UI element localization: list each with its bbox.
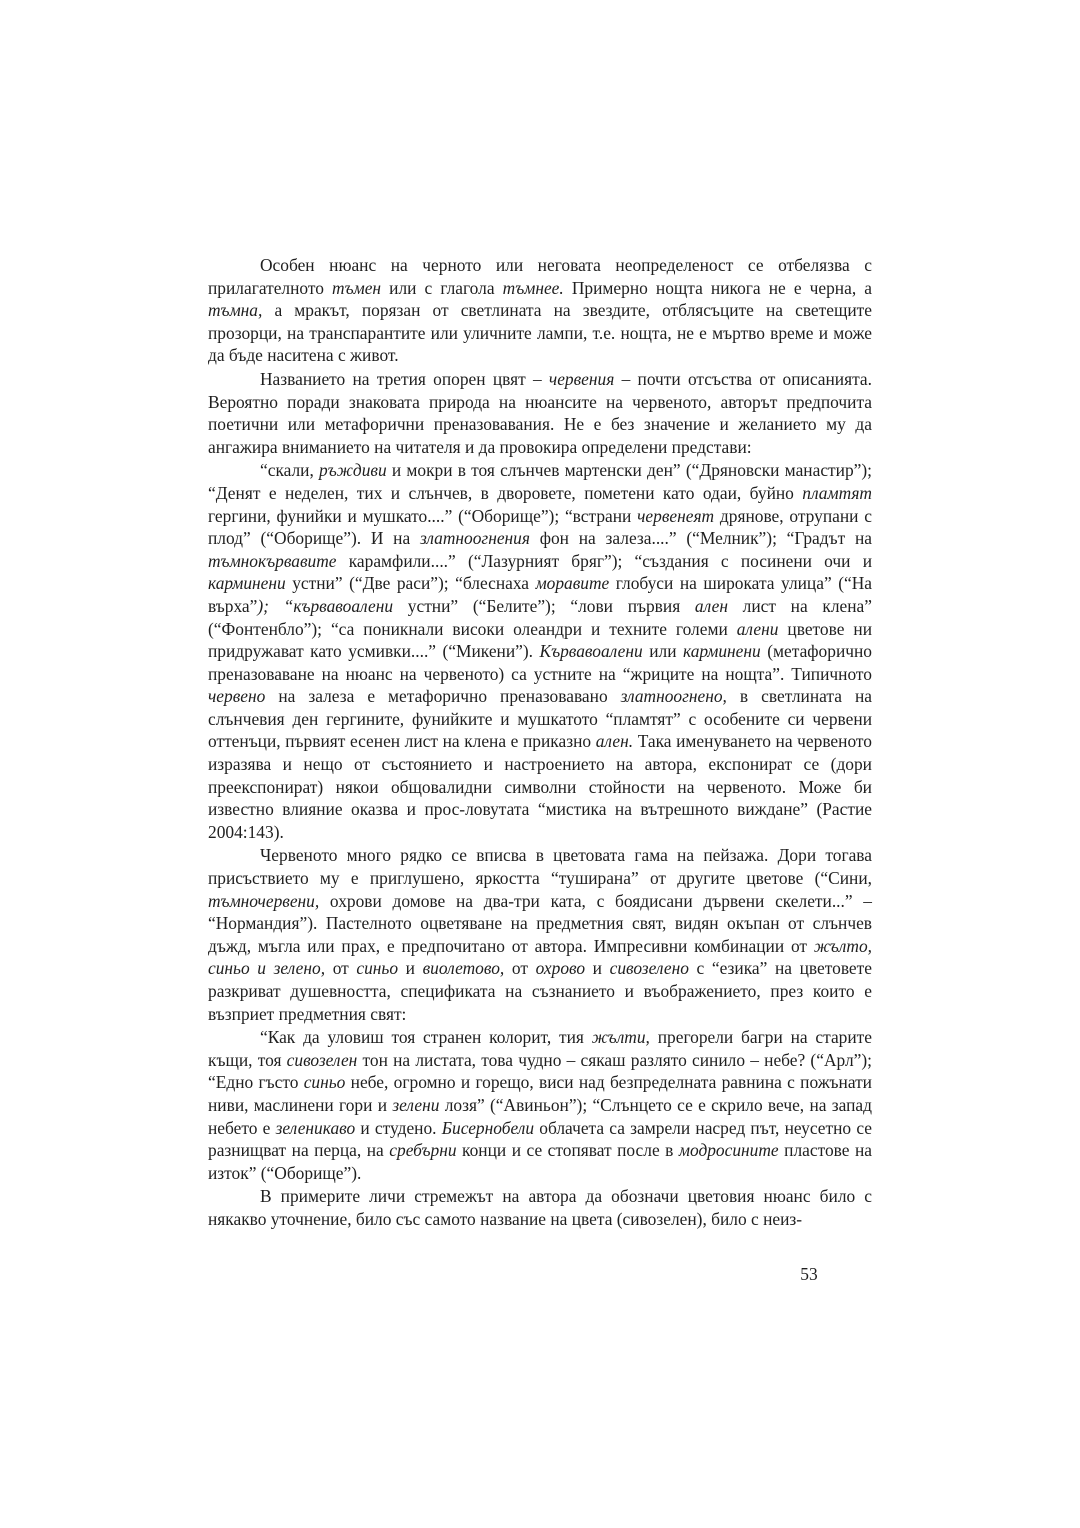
text-run: от xyxy=(504,958,536,979)
text-run: карамфили....” (“Лазурният бряг”); “създания с посинени очи и xyxy=(336,550,872,571)
text-run: цветове ни придружават като усмивки....” (“Микени”). xyxy=(208,618,873,662)
italic-run: модросините xyxy=(678,1140,779,1161)
text-run: и студено. xyxy=(355,1117,442,1138)
body-text xyxy=(208,254,872,1232)
paragraph xyxy=(208,368,872,458)
italic-run: моравите xyxy=(535,573,610,594)
text-run: Така именуването на червеното изразява и нещо от състоянието и настроението на автора, експонират се (дори преекспонират) някои общовалидни символни стойности на червеното. Може би известно влияние оказва и прос-ловутата “мистика на вътрешното виждане” (Растие 2004:143). xyxy=(208,731,872,842)
text-run: с “езика” на цветовете разкриват душевността, спецификата на съзнанието и въображението, през които е възприет предметния свят: xyxy=(208,958,872,1024)
italic-run: виолетово, xyxy=(422,958,505,979)
text-run: в светлината на слънчевия ден гергините, фунийките и мушкатото “пламтят” с особените си червени оттенъци, първият есенен лист на клена е приказно xyxy=(208,686,872,752)
italic-run: зеленикаво xyxy=(275,1117,356,1138)
text-run: (метафорично преназоваване на нюанс на червеното) са устните на “жриците на нощта”. Типичното xyxy=(208,641,873,684)
text-run: Особен нюанс на черното или неговата неопределеност се отбелязва с прилагателното xyxy=(208,255,872,298)
italic-run: сивозелен xyxy=(286,1049,358,1070)
text-run: дрянове, отрупани с плод” (“Оборище”). И на xyxy=(208,505,872,549)
text-run: глобуси на широката улица” (“На върха” xyxy=(208,573,872,616)
text-run: или с глагола xyxy=(381,277,503,298)
text-run: а мракът, порязан от светлината на звездите, отблясъците на светещите прозорци, на транспарантите или уличните лампи, т.е. нощта, не е мъртво време и може да бъде наситена с живот. xyxy=(208,300,872,366)
text-run: “скали, xyxy=(260,460,320,481)
italic-run: тъмен xyxy=(332,277,382,298)
paragraph xyxy=(208,459,872,843)
paragraph xyxy=(208,844,872,1025)
text-run: и мокри в тоя слънчев мартенски ден” (“Дряновски манастир”); “Денят е неделен, тих и слънчев, в дворовете, пометени като одаи, буйно xyxy=(208,460,872,503)
italic-run: червенеят xyxy=(637,505,715,526)
italic-run: охрово xyxy=(535,958,586,979)
italic-run: сивозелено xyxy=(609,958,689,979)
page-number: 53 xyxy=(800,1264,818,1284)
paragraph xyxy=(208,254,872,367)
text-run: Названието на третия опорен цвят – xyxy=(260,368,549,389)
italic-run: сребърни xyxy=(389,1140,457,1161)
text-run: устни” (“Две раси”); “блеснаха xyxy=(285,573,536,594)
italic-run: ); “кървавоалени xyxy=(257,595,394,616)
italic-run: алени xyxy=(736,618,779,639)
text-run: пластове на изток” (“Оборище”). xyxy=(208,1140,872,1183)
text-run: В примерите личи стремежът на автора да обозначи цветовия нюанс било с някакво уточнение, било със самото название на цвета (сивозелен), било с неиз- xyxy=(208,1186,872,1229)
paragraph xyxy=(208,1185,872,1230)
italic-run: тъмнокървавите xyxy=(208,550,337,571)
italic-run: карминени xyxy=(683,641,761,662)
italic-run: карминени xyxy=(208,573,286,594)
italic-run: синьо xyxy=(356,958,399,979)
text-run: “Как да уловиш тоя странен колорит, тия xyxy=(260,1027,592,1048)
text-run: и xyxy=(398,958,423,979)
italic-run: ръждиви xyxy=(319,460,387,481)
text-run: лист на клена” (“Фонтенбло”); “са поникнали високи олеандри и техните големи xyxy=(208,595,872,639)
italic-run: Бисернобели xyxy=(441,1117,535,1138)
italic-run: жълти, xyxy=(591,1027,650,1048)
text-run: на залеза е метафорично преназовавано xyxy=(265,686,621,707)
italic-run: пламтят xyxy=(802,482,872,503)
italic-run: зелени xyxy=(392,1094,440,1115)
italic-run: тъмна, xyxy=(208,300,263,321)
text-run: конци и се стопяват после в xyxy=(456,1140,679,1161)
text-run: устни” (“Белите”); “лови първия xyxy=(393,595,695,616)
text-run: Червеното много рядко се вписва в цветовата гама на пейзажа. Дори тогава присъствието му е приглушено, яркостта “туширана” от другите цветове (“Сини, xyxy=(208,845,872,889)
italic-run: Кървавоалени xyxy=(539,641,643,662)
italic-run: тъмночервени, xyxy=(208,890,320,911)
text-run: от xyxy=(325,958,357,979)
text-run: облачета са замрели насред път, неусетно се разнищват на перца, на xyxy=(208,1117,872,1161)
italic-run: синьо xyxy=(303,1072,346,1093)
text-run: – почти отсъства от описанията. Вероятно поради знаковата природа на нюансите на червеното, авторът предпочита поетични или метафорични преназовавания. Не е без значение и желанието му да ангажира вниманието на читателя и да провокира определени представи: xyxy=(208,368,872,457)
italic-run: жълто, синьо и зелено, xyxy=(208,935,872,979)
text-run: гергини, фунийки и мушкато....” (“Оборище”); “встрани xyxy=(208,505,638,526)
italic-run: тъмнее. xyxy=(502,277,564,298)
italic-run: златноогнения xyxy=(419,528,530,549)
italic-run: ален. xyxy=(595,731,634,752)
text-run: тон на листата, това чудно – сякаш разлято синило – небе? (“Арл”); “Едно гъсто xyxy=(208,1049,872,1093)
text-run: охрови домове на два-три ката, с боядисани дървени скелети...” – “Нормандия”). Пастелното оцветяване на предметния свят, видян окъпан от слънчев дъжд, мъгла или прах, е предпочитано от автора. Импресивни комбинации от xyxy=(208,890,872,956)
italic-run: червено xyxy=(208,686,266,707)
italic-run: ален xyxy=(694,595,728,616)
italic-run: златноогнено, xyxy=(620,686,727,707)
text-run: фон на залеза....” (“Мелник”); “Градът на xyxy=(529,528,872,549)
italic-run: червения xyxy=(548,368,615,389)
text-run: Примерно нощта никога не е черна, а xyxy=(563,277,872,298)
text-run: и xyxy=(585,958,610,979)
text-run: прегорели багри на старите къщи, тоя xyxy=(208,1027,872,1070)
paragraph xyxy=(208,1026,872,1184)
text-run: небе, огромно и горещо, виси над безпределната равнина с пожънати ниви, маслинени гори и xyxy=(208,1072,872,1115)
text-run: или xyxy=(642,641,684,662)
text-run: лозя” (“Авиньон”); “Слънцето се е скрило вече, на запад небето е xyxy=(208,1094,872,1138)
